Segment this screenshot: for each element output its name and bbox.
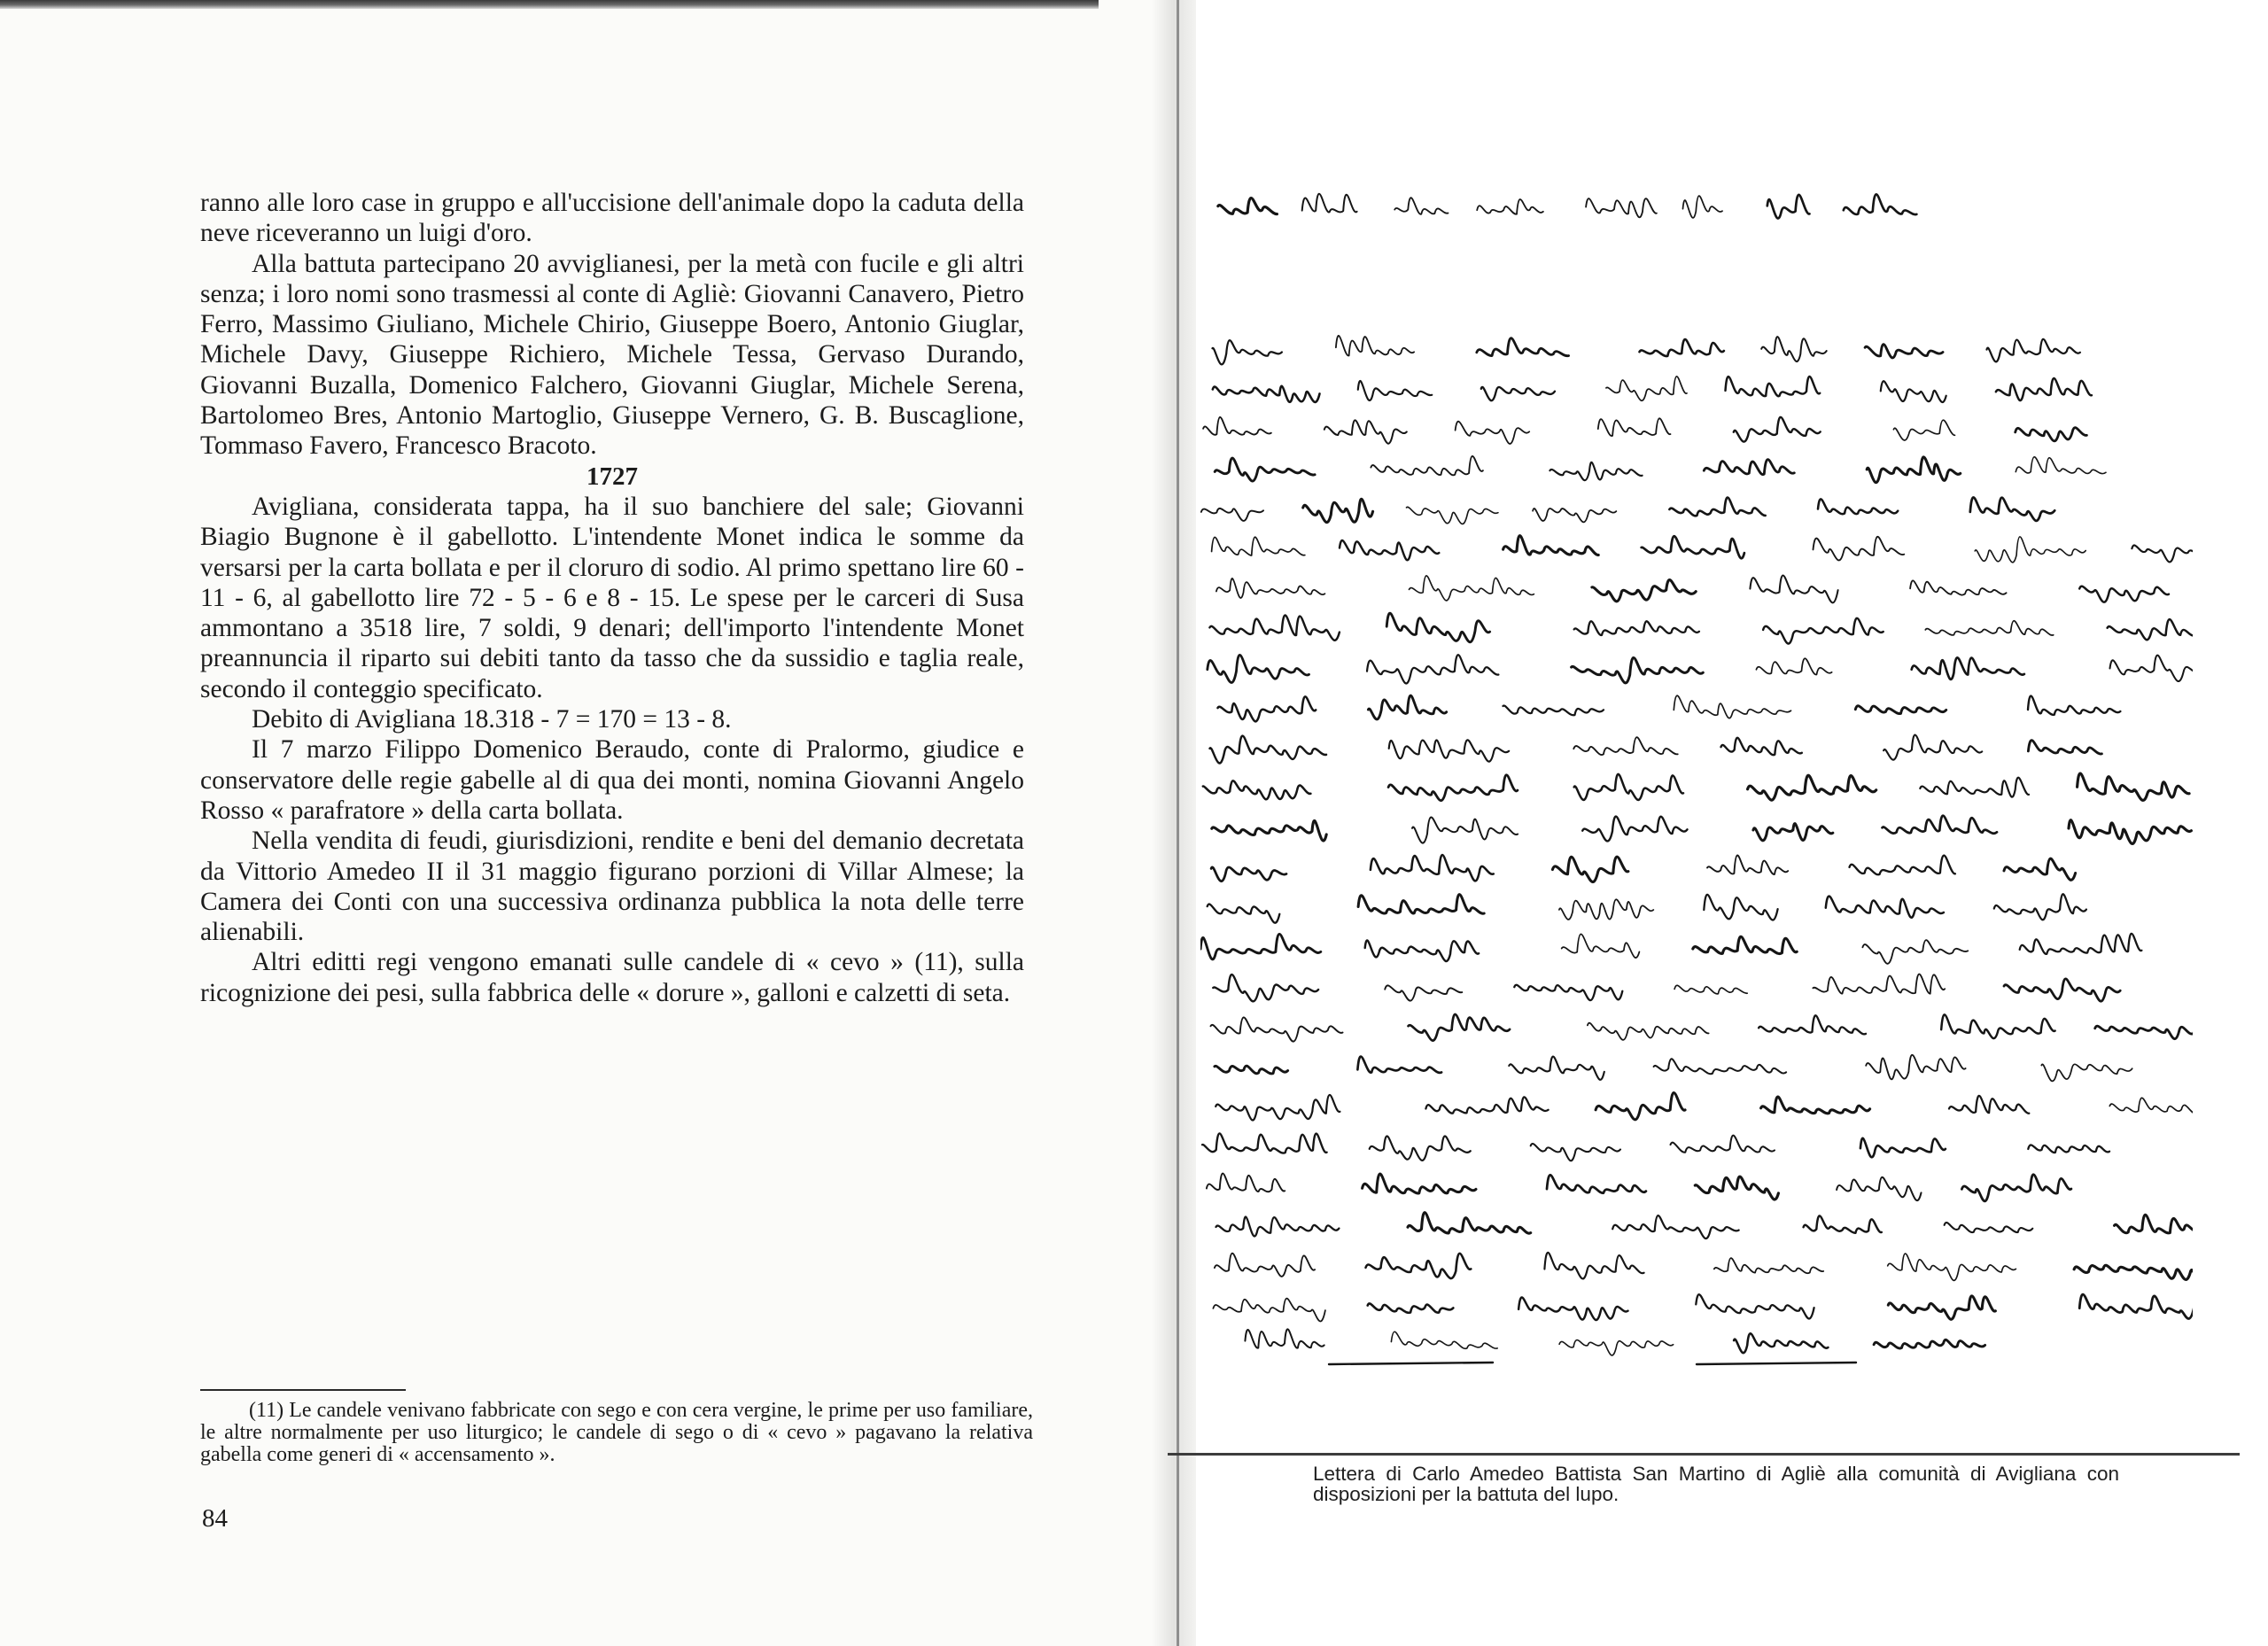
handwriting-stroke xyxy=(1200,934,1321,959)
handwriting-stroke xyxy=(1704,460,1794,475)
handwriting-stroke xyxy=(1612,1215,1738,1238)
handwriting-stroke xyxy=(2028,696,2120,715)
handwriting-stroke xyxy=(1674,695,1790,718)
handwriting-stroke xyxy=(1409,1014,1511,1041)
handwriting-stroke xyxy=(2004,858,2076,880)
figure-caption: Lettera di Carlo Amedeo Battista San Martino di Agliè alla comunità di Avigliana con disposizioni per la battuta del lupo. xyxy=(1313,1463,2119,1505)
handwriting-stroke xyxy=(1767,195,1810,219)
handwriting-stroke xyxy=(1388,775,1518,801)
handwriting-stroke xyxy=(1704,895,1777,920)
handwriting-stroke xyxy=(1509,1057,1604,1080)
handwriting-stroke xyxy=(1371,456,1483,475)
handwriting-stroke xyxy=(1866,1055,1965,1079)
handwriting-stroke xyxy=(2028,1145,2109,1153)
handwriting-stroke xyxy=(1837,1177,1921,1200)
handwriting-stroke xyxy=(1503,705,1604,715)
handwriting-stroke xyxy=(1912,657,2024,679)
handwriting-stroke xyxy=(2078,773,2190,800)
handwriting-stroke xyxy=(1213,386,1320,402)
handwriting-stroke xyxy=(1303,499,1373,522)
handwriting-stroke xyxy=(1695,1176,1778,1200)
handwriting-stroke xyxy=(1394,198,1448,214)
handwriting-stroke xyxy=(1213,974,1318,1001)
handwriting-stroke xyxy=(1996,378,2092,400)
handwriting-stroke xyxy=(1987,339,2080,362)
handwriting-stroke xyxy=(1748,775,1876,800)
handwriting-stroke xyxy=(1874,1339,1985,1348)
handwriting-stroke xyxy=(1813,974,1945,994)
handwriting-stroke xyxy=(1358,381,1433,400)
handwriting-stroke xyxy=(1412,818,1518,843)
handwriting-stroke xyxy=(1588,1023,1709,1040)
handwriting-stroke xyxy=(1759,1015,1866,1034)
handwriting-stroke xyxy=(1503,536,1599,555)
handwriting-stroke xyxy=(2074,1265,2193,1280)
handwriting-stroke xyxy=(1941,1014,2054,1038)
handwriting-stroke xyxy=(1961,1175,2071,1201)
handwriting-stroke xyxy=(1213,340,1282,364)
handwriting-stroke xyxy=(2079,1294,2193,1318)
handwriting-stroke xyxy=(1850,856,1955,875)
handwriting-stroke xyxy=(1867,457,1961,483)
handwriting-stroke xyxy=(1203,417,1271,435)
handwriting-stroke xyxy=(1358,895,1484,914)
handwriting-stroke xyxy=(1598,418,1671,436)
handwriting-stroke xyxy=(2041,1064,2132,1081)
handwriting-stroke xyxy=(1213,1299,1325,1322)
handwriting-stroke xyxy=(2004,979,2120,1001)
handwriting-stroke xyxy=(1518,1298,1627,1320)
handwriting-stroke xyxy=(1763,618,1884,644)
handwriting-stroke xyxy=(1408,1213,1531,1234)
handwriting-stroke xyxy=(1212,537,1305,555)
handwriting-stroke xyxy=(2109,1098,2193,1114)
handwriting-stroke xyxy=(1572,657,1704,682)
handwriting-stroke xyxy=(1559,1340,1674,1355)
handwriting-stroke xyxy=(2079,586,2169,602)
handwriting-stroke xyxy=(1209,615,1340,640)
handwriting-stroke xyxy=(1753,824,1833,841)
handwriting-stroke xyxy=(2095,1026,2193,1038)
handwriting-stroke xyxy=(1207,1174,1285,1192)
handwriting-stroke xyxy=(1674,985,1747,994)
handwriting-stroke xyxy=(1391,1332,1497,1348)
footnote-text: (11) Le candele venivano fabbricate con sego e con cera vergine, le prime per uso familiare, le altre normalmente per uso liturgico; le candele di sego o di « cevo » pagavano la relativa gabella come generi di « accensamento ». xyxy=(200,1399,1033,1466)
handwriting-stroke xyxy=(1481,387,1555,400)
handwriting-stroke xyxy=(2108,619,2193,640)
handwriting-stroke xyxy=(1201,509,1263,521)
handwriting-stroke xyxy=(1245,1329,1324,1347)
handwriting-stroke xyxy=(1994,894,2086,920)
handwriting-stroke xyxy=(1669,498,1765,516)
handwriting-stroke xyxy=(1761,337,1827,361)
handwriting-stroke xyxy=(1366,1254,1472,1278)
handwriting-stroke xyxy=(1606,377,1687,400)
handwriting-stroke xyxy=(2132,545,2193,562)
footnote xyxy=(200,1400,1033,1466)
handwriting-stroke xyxy=(2020,934,2142,954)
handwriting-stroke xyxy=(1389,740,1510,761)
handwriting-stroke xyxy=(1592,580,1696,602)
handwriting-stroke xyxy=(1385,985,1462,1000)
handwriting-stroke xyxy=(1642,536,1744,558)
handwriting-stroke xyxy=(1860,1138,1946,1157)
handwriting-stroke xyxy=(1302,194,1357,213)
handwriting-stroke xyxy=(1975,537,2085,563)
handwriting-stroke xyxy=(1208,655,1309,682)
handwriting-stroke xyxy=(2115,1215,2194,1233)
handwriting-stroke xyxy=(1367,655,1498,683)
handwriting-stroke xyxy=(1514,985,1622,1000)
handwriting-stroke xyxy=(1357,1057,1441,1073)
handwriting-stroke xyxy=(1215,1066,1288,1074)
handwriting-stroke xyxy=(1696,1294,1814,1318)
handwriting-stroke xyxy=(1531,1144,1620,1161)
handwriting-stroke xyxy=(1208,905,1280,923)
handwriting-stroke xyxy=(1654,1059,1787,1074)
handwriting-stroke xyxy=(1683,196,1723,218)
handwriting-stroke xyxy=(1734,1333,1828,1353)
handwriting-stroke xyxy=(1756,658,1831,674)
handwriting-stroke xyxy=(1211,867,1286,881)
footnote-rule xyxy=(200,1389,406,1391)
handwriting-stroke xyxy=(1596,1093,1685,1120)
handwriting-stroke xyxy=(1945,1223,2033,1232)
handwriting-stroke xyxy=(1750,575,1837,602)
handwriting-stroke xyxy=(2069,820,2191,844)
handwriting-stroke xyxy=(1368,1303,1454,1312)
handwriting-stroke xyxy=(1386,613,1489,642)
handwriting-stroke xyxy=(1865,345,1943,358)
handwriting-stroke xyxy=(1818,499,1898,514)
paragraph-6: Nella vendita di feudi, giurisdizioni, rendite e beni del demanio decretata da Vittorio Amedeo II il 31 maggio figurano porzioni di Villar Almese; la Camera dei Conti con una successiva ordinanza pubblica la nota delle terre alienabili. xyxy=(200,827,1024,947)
handwriting-stroke xyxy=(1211,1017,1343,1041)
page-number: 84 xyxy=(202,1504,228,1533)
handwriting-stroke xyxy=(1734,417,1821,442)
handwriting-stroke xyxy=(1726,377,1821,396)
handwriting-stroke xyxy=(1804,1215,1882,1232)
handwriting-stroke xyxy=(1216,1217,1340,1237)
handwriting-stroke xyxy=(1562,934,1640,958)
handwriting-stroke xyxy=(1573,737,1677,755)
handwriting-stroke xyxy=(1216,1095,1340,1121)
handwriting-underline xyxy=(1329,1363,1493,1364)
handwritten-letter-facsimile xyxy=(1200,142,2193,1435)
handwriting-stroke xyxy=(1881,381,1946,402)
handwriting-stroke xyxy=(1970,498,2054,521)
handwriting-stroke xyxy=(1893,420,1954,440)
handwriting-stroke xyxy=(1210,736,1327,764)
handwriting-stroke xyxy=(1714,1258,1823,1273)
handwriting-stroke xyxy=(1370,1136,1471,1160)
top-rule xyxy=(0,0,1099,9)
handwriting-stroke xyxy=(1888,1254,2016,1280)
handwriting-stroke xyxy=(1456,422,1530,444)
handwriting-stroke xyxy=(1826,897,1944,918)
handwriting-stroke xyxy=(1218,696,1317,721)
handwriting-stroke xyxy=(1547,1175,1646,1192)
book-gutter xyxy=(1152,0,1196,1646)
handwriting-stroke xyxy=(1368,695,1446,719)
handwriting-stroke xyxy=(1721,738,1802,755)
handwriting-stroke xyxy=(1862,940,1968,964)
handwriting-stroke xyxy=(1949,1096,2029,1114)
handwriting-stroke xyxy=(1544,1253,1643,1279)
body-text xyxy=(200,188,1024,1008)
handwriting-stroke xyxy=(1693,936,1797,953)
handwriting-stroke xyxy=(1671,1136,1775,1153)
gutter-line xyxy=(1177,0,1179,1646)
handwriting-stroke xyxy=(1324,420,1407,443)
handwriting-stroke xyxy=(1814,537,1905,561)
handwriting-stroke xyxy=(1218,198,1278,214)
handwriting-stroke xyxy=(1559,899,1653,920)
handwriting-stroke xyxy=(1533,509,1616,522)
handwriting-stroke xyxy=(1888,1296,1995,1319)
handwriting-stroke xyxy=(1925,621,2053,635)
handwriting-stroke xyxy=(1477,338,1569,356)
handwriting-underline xyxy=(1697,1363,1856,1364)
handwriting-stroke xyxy=(1550,462,1642,480)
handwriting-stroke xyxy=(1910,580,2007,594)
handwriting-stroke xyxy=(2028,741,2101,754)
handwriting-stroke xyxy=(1371,855,1494,881)
handwriting-stroke xyxy=(1582,817,1687,842)
paragraph-3: Avigliana, considerata tappa, ha il suo banchiere del sale; Giovanni Biagio Bugnone è il gabellotto. L'intendente Monet indica le somme da versarsi per la carta bollata e per il cloruro di sodio. Al primo spettano lire 60 - 11 - 6, al gabellotto lire 72 - 5 - 6 e 8 - 15. Le spese per le carceri di Susa ammontano a 3518 lire, 7 soldi, 9 denari; dell'importo l'intendente Monet preannuncia il riparto sui debiti tanto da tasso che da sussidio e taglia reale, secondo il conteggio specificato. xyxy=(200,492,1024,703)
handwriting-stroke xyxy=(1212,820,1326,841)
paragraph-4: Debito di Avigliana 18.318 - 7 = 170 = 13 - 8. xyxy=(252,705,732,734)
handwriting-stroke xyxy=(1407,507,1498,524)
handwriting-stroke xyxy=(1477,199,1543,214)
handwriting-stroke xyxy=(1336,336,1414,356)
handwriting-stroke xyxy=(1203,780,1311,799)
handwriting-stroke xyxy=(1883,816,1998,834)
handwriting-stroke xyxy=(1920,778,2029,797)
handwriting-stroke xyxy=(1761,1097,1870,1114)
paragraph-2: Alla battuta partecipano 20 avviglianesi, per la metà con fucile e gli altri senza; i loro nomi sono trasmessi al conte di Agliè: Giovanni Canavero, Pietro Ferro, Massimo Giuliano, Michele Chirio, Giuseppe Boero, Antonio Giuglar, Michele Davy, Giuseppe Richiero, Michele Tessa, Gervaso Durando, Giovanni Buzalla, Domenico Falchero, Giovanni Giuglar, Michele Serena, Bartolomeo Bres, Antonio Martoglio, Giuseppe Vernero, G. B. Buscaglione, Tommaso Favero, Francesco Bracoto. xyxy=(200,249,1024,461)
handwriting-stroke xyxy=(1844,194,1917,214)
handwriting-stroke xyxy=(1216,578,1325,598)
handwriting-stroke xyxy=(1855,706,1946,714)
handwriting-stroke xyxy=(1586,198,1657,217)
handwriting-stroke xyxy=(1340,540,1439,560)
handwriting-stroke xyxy=(1884,735,1982,760)
handwriting-stroke xyxy=(1363,1174,1476,1193)
handwriting-stroke xyxy=(1365,940,1479,961)
caption-rule xyxy=(1168,1453,2240,1456)
handwriting-stroke xyxy=(2016,457,2106,474)
handwriting-stroke xyxy=(1410,576,1534,601)
handwriting-stroke xyxy=(1425,1097,1548,1113)
paragraph-5: Il 7 marzo Filippo Domenico Beraudo, conte di Pralormo, giudice e conservatore delle regie gabelle al di qua dei monti, nomina Giovanni Angelo Rosso « parafratore » della carta bollata. xyxy=(200,735,1024,825)
handwriting-stroke xyxy=(2016,428,2087,441)
handwriting-stroke xyxy=(1707,855,1788,874)
handwriting-stroke xyxy=(1215,1254,1315,1277)
handwriting-stroke xyxy=(1552,857,1628,881)
section-heading-year: 1727 xyxy=(586,462,638,491)
handwriting-stroke xyxy=(1215,458,1315,481)
handwriting-stroke xyxy=(1574,774,1683,800)
handwriting-stroke xyxy=(1202,1133,1327,1153)
paragraph-7: Altri editti regi vengono emanati sulle candele di « cevo » (11), sulla ricognizione dei pesi, sulla fabbrica delle « dorure », galloni e calzetti di seta. xyxy=(200,948,1024,1007)
handwriting-stroke xyxy=(1574,621,1699,635)
handwriting-stroke xyxy=(2110,656,2194,681)
paragraph-1: ranno alle loro case in gruppo e all'uccisione dell'animale dopo la caduta della neve riceveranno un luigi d'oro. xyxy=(200,189,1024,248)
handwriting-stroke xyxy=(1640,339,1724,356)
